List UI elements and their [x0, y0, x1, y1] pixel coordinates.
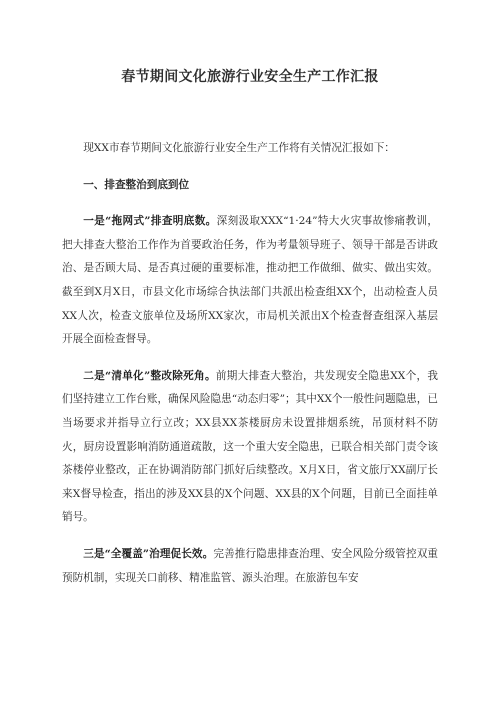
paragraph-2	[62, 365, 438, 530]
document-body	[62, 137, 438, 590]
intro-paragraph: 现XX市春节期间文化旅游行业安全生产工作将有关情况汇报如下：	[83, 142, 395, 154]
paragraph-3-lead: 三是“全覆盖”治理促长效。	[83, 547, 214, 560]
section-heading: 一、排查整治到底到位	[83, 178, 190, 191]
paragraph-1	[62, 210, 438, 352]
paragraph-1-body: 深刻汲取XXX“1·24”特大火灾事故惨痛教训，把大排查大整治工作作为首要政治任务，作为考量领导班子、领导干部是否讲政治、是否顾大局、是否真过硬的重要标准，推动把工作做细、做实、做出实效。截至到X月X日，市县文化市场综合执法部门共派出检查组XX个，出动检查人员XX人次，检查文旅单位及场所XX家次，市局机关派出X个检查督查组深入基层开展全面检查督导。	[62, 215, 439, 346]
document-title: 春节期间文化旅游行业安全生产工作汇报	[121, 69, 379, 85]
paragraph-1-lead: 一是“拖网式”排查明底数。	[83, 215, 217, 228]
paragraph-2-body: 前期大排查大整治，共发现安全隐患XX个，我们坚持建立工作台账，确保风险隐患“动态归零”；其中XX个一般性问题隐患，已当场要求并指导立行立改；XX县XX茶楼厨房未设置排烟系统，吊顶材料不防火，厨房设置影响消防通道疏散，这一个重大安全隐患，已联合相关部门责令该茶楼停业整改，正在协调消防部门抓好后续整改。X月X日，省文旅厅XX副厅长来X督导检查，指出的涉及XX县的X个问题、XX县的X个问题，目前已全面挂单销号。	[62, 369, 438, 524]
paragraph-3	[62, 543, 438, 590]
paragraph-3-body: 完善推行隐患排查治理、安全风险分级管控双重预防机制，实现关口前移、精准监管、源头治理。在旅游包车安	[62, 547, 439, 584]
paragraph-2-lead: 二是“清单化”整改除死角。	[83, 369, 216, 382]
